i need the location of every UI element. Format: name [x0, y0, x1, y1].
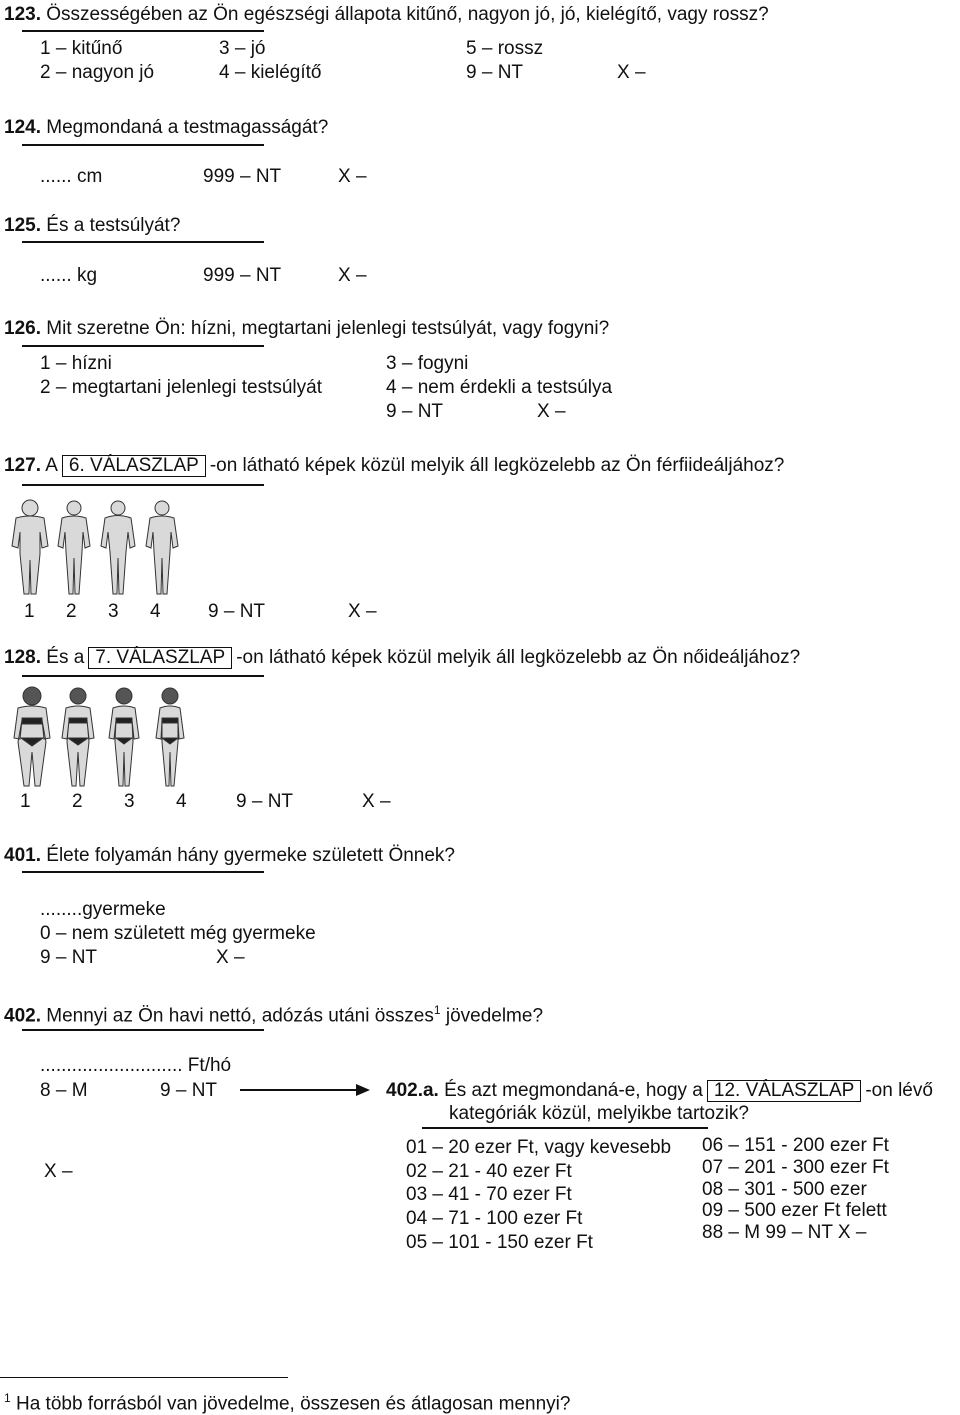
male-figure-1 [12, 500, 48, 594]
q402a-pre: És azt megmondaná-e, hogy a [444, 1080, 703, 1101]
q402a-line2: kategóriák közül, melyikbe tartozik? [449, 1103, 749, 1124]
q127-number: 127. [4, 455, 41, 476]
q128-number: 128. [4, 647, 41, 668]
q123-text: Összességében az Ön egészségi állapota kitűnő, nagyon jó, jó, kielégítő, vagy rossz? [46, 4, 769, 25]
q127-text: -on látható képek közül melyik áll legközelebb az Ön férfiideáljához? [209, 455, 785, 476]
q402a-post: -on lévő [865, 1080, 933, 1101]
q127-title [4, 455, 784, 477]
q123-opt5[interactable]: 5 – rossz [466, 38, 544, 59]
q127-pre: A [45, 455, 58, 476]
male-figure-2 [58, 501, 90, 594]
female-figure-3 [109, 688, 139, 786]
q402-answer[interactable]: ........................... Ft/hó [40, 1055, 232, 1076]
q126-optx[interactable]: X – [537, 401, 566, 422]
q125-number: 125. [4, 215, 41, 236]
q124-title [4, 117, 328, 139]
male-figure-3 [101, 501, 135, 594]
q128-underline [22, 675, 264, 677]
footnote-ref: 1 [433, 1003, 441, 1017]
q123-opt2[interactable]: 2 – nagyon jó [40, 62, 155, 83]
q124-underline [22, 144, 264, 146]
q125-underline [22, 241, 264, 243]
q402-nt[interactable]: 9 – NT [160, 1080, 218, 1101]
q126-opt3[interactable]: 3 – fogyni [386, 353, 469, 374]
q402a-opt01[interactable]: 01 – 20 ezer Ft, vagy kevesebb [406, 1137, 672, 1158]
arrow-right-icon [240, 1082, 372, 1098]
q128-valaszlap-box: 7. VÁLASZLAP [88, 647, 232, 669]
q401-title [4, 845, 455, 867]
q402a-opt88[interactable]: 88 – M 99 – NT X – [702, 1222, 867, 1243]
q401-text: Élete folyamán hány gyermeke született Önnek? [46, 845, 455, 866]
q124-text: Megmondaná a testmagasságát? [46, 117, 329, 138]
female-figure-2 [62, 688, 94, 786]
q402a-opt06[interactable]: 06 – 151 - 200 ezer Ft [702, 1135, 889, 1156]
q123-number: 123. [4, 4, 41, 25]
q126-underline [22, 345, 264, 347]
q128-title [4, 647, 800, 669]
q402a-opt02[interactable]: 02 – 21 - 40 ezer Ft [406, 1161, 572, 1182]
footnote-mark: 1 [4, 1391, 11, 1405]
q401-number: 401. [4, 845, 41, 866]
q126-number: 126. [4, 318, 41, 339]
q124-answer[interactable]: ...... cm [40, 166, 103, 187]
q402a-opt03[interactable]: 03 – 41 - 70 ezer Ft [406, 1184, 572, 1205]
q127-underline [22, 484, 264, 486]
q402-m[interactable]: 8 – M [40, 1080, 88, 1101]
q402a-opt08[interactable]: 08 – 301 - 500 ezer [702, 1179, 867, 1200]
q402a-valaszlap-box: 12. VÁLASZLAP [707, 1080, 861, 1102]
q402-underline [22, 1029, 264, 1031]
q125-x[interactable]: X – [338, 265, 367, 286]
q125-answer[interactable]: ...... kg [40, 265, 98, 286]
q123-underline [22, 30, 264, 32]
q402-x[interactable]: X – [44, 1161, 73, 1182]
male-figures-image [4, 496, 192, 600]
female-figures-image [4, 684, 196, 792]
q402a-opt04[interactable]: 04 – 71 - 100 ezer Ft [406, 1208, 583, 1229]
q124-number: 124. [4, 117, 41, 138]
q402-number: 402. [4, 1005, 41, 1027]
q128-pre: És a [46, 647, 85, 668]
female-figure-4 [156, 688, 184, 786]
q401-underline [22, 871, 264, 873]
q127-valaszlap-box: 6. VÁLASZLAP [62, 455, 206, 477]
footnote-separator [0, 1377, 288, 1378]
q124-x[interactable]: X – [338, 166, 367, 187]
q402a-title [386, 1080, 933, 1102]
q401-opt9[interactable]: 9 – NT [40, 947, 98, 968]
q123-title [4, 4, 769, 26]
q123-opt3[interactable]: 3 – jó [219, 38, 266, 59]
q401-optx[interactable]: X – [216, 947, 245, 968]
q402-text2: jövedelme? [445, 1005, 544, 1027]
q125-text: És a testsúlyát? [46, 215, 181, 236]
q401-answer[interactable]: ........gyermeke [40, 899, 166, 920]
q123-opt9[interactable]: 9 – NT [466, 62, 524, 83]
q126-opt4[interactable]: 4 – nem érdekli a testsúlya [386, 377, 613, 398]
q128-text: -on látható képek közül melyik áll legközelebb az Ön nőideáljához? [236, 647, 801, 668]
female-figure-1 [14, 687, 50, 786]
q123-opt1[interactable]: 1 – kitűnő [40, 38, 123, 59]
q123-opt4[interactable]: 4 – kielégítő [219, 62, 322, 83]
q402a-opt09[interactable]: 09 – 500 ezer Ft felett [702, 1200, 887, 1221]
q402-title [4, 999, 543, 1027]
q402a-number: 402.a. [386, 1080, 439, 1101]
q126-text: Mit szeretne Ön: hízni, megtartani jelenlegi testsúlyát, vagy fogyni? [46, 318, 610, 339]
q125-nt[interactable]: 999 – NT [203, 265, 282, 286]
q402a-opt05[interactable]: 05 – 101 - 150 ezer Ft [406, 1232, 593, 1253]
q124-nt[interactable]: 999 – NT [203, 166, 282, 187]
q402a-opt07[interactable]: 07 – 201 - 300 ezer Ft [702, 1157, 889, 1178]
footnote-text: Ha több forrásból van jövedelme, összesen és átlagosan mennyi? [15, 1393, 571, 1415]
q127-scale[interactable]: 1 2 3 4 9 – NT X – [24, 601, 377, 622]
q126-opt2[interactable]: 2 – megtartani jelenlegi testsúlyát [40, 377, 322, 398]
q402-text: Mennyi az Ön havi nettó, adózás utáni összes [46, 1005, 434, 1027]
q126-title [4, 318, 609, 340]
footnote [4, 1387, 570, 1415]
male-figure-4 [146, 501, 178, 594]
q125-title [4, 215, 180, 237]
q123-optx[interactable]: X – [617, 62, 646, 83]
q402a-underline [422, 1127, 708, 1129]
q128-scale[interactable]: 1 2 3 4 9 – NT X – [20, 791, 391, 812]
q126-opt9[interactable]: 9 – NT [386, 401, 444, 422]
q126-opt1[interactable]: 1 – hízni [40, 353, 112, 374]
q401-opt0[interactable]: 0 – nem született még gyermeke [40, 923, 316, 944]
